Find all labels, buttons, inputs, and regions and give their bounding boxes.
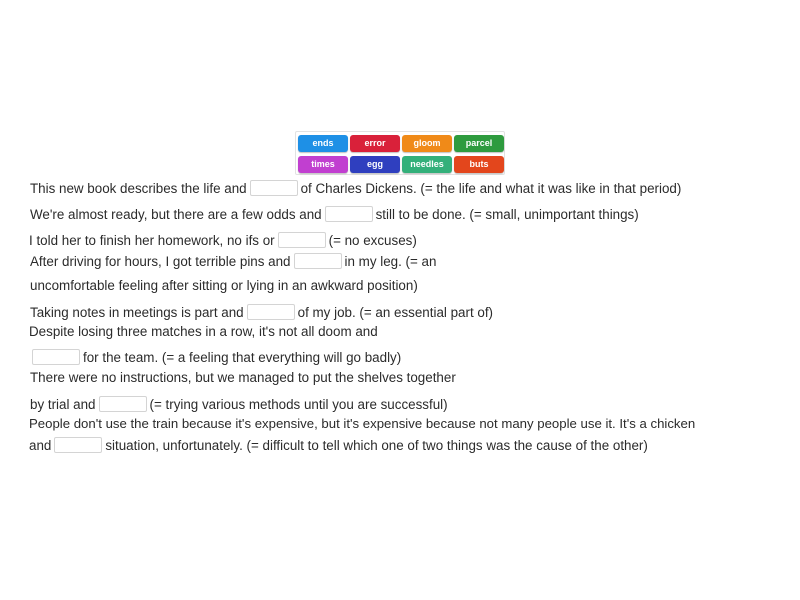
blank-drop-zone-7[interactable] <box>99 396 147 412</box>
sentence-4 <box>30 253 436 270</box>
word-tile-egg[interactable]: egg <box>350 156 400 173</box>
blank-drop-zone-2[interactable] <box>325 206 373 222</box>
sentence-8: People don't use the train because it's expensive, but it's expensive because not many people use it. It's a chicken <box>29 416 696 431</box>
sentence-1 <box>30 180 681 197</box>
sentence-text: of Charles Dickens. (= the life and what it was like in that period) <box>300 181 682 196</box>
sentence-8-continued <box>29 437 648 454</box>
blank-drop-zone-5[interactable] <box>247 304 295 320</box>
sentence-text: for the team. (= a feeling that everything will go badly) <box>83 350 402 365</box>
sentence-5 <box>30 304 493 321</box>
sentence-text: I told her to finish her homework, no ifs or <box>29 233 275 248</box>
sentence-4-continued: uncomfortable feeling after sitting or lying in an awkward position) <box>30 278 418 293</box>
sentence-text: in my leg. (= an <box>344 254 437 269</box>
blank-drop-zone-6[interactable] <box>32 349 80 365</box>
sentence-text: by trial and <box>30 397 96 412</box>
sentence-7-continued <box>30 396 448 413</box>
sentence-text: (= trying various methods until you are successful) <box>149 397 448 412</box>
blank-drop-zone-4[interactable] <box>294 253 342 269</box>
word-tile-buts[interactable]: buts <box>454 156 504 173</box>
sentence-text: of my job. (= an essential part of) <box>297 305 494 320</box>
sentence-text: still to be done. (= small, unimportant things) <box>375 207 639 222</box>
sentence-text: We're almost ready, but there are a few odds and <box>30 207 322 222</box>
word-tile-gloom[interactable]: gloom <box>402 135 452 152</box>
word-bank <box>295 131 505 175</box>
word-tile-error[interactable]: error <box>350 135 400 152</box>
word-tile-times[interactable]: times <box>298 156 348 173</box>
word-tile-parcel[interactable]: parcel <box>454 135 504 152</box>
sentence-6: Despite losing three matches in a row, it's not all doom and <box>29 324 378 339</box>
sentence-3 <box>29 232 417 249</box>
blank-drop-zone-1[interactable] <box>250 180 298 196</box>
sentence-text: (= no excuses) <box>328 233 417 248</box>
sentence-text: After driving for hours, I got terrible pins and <box>30 254 291 269</box>
sentence-7: There were no instructions, but we managed to put the shelves together <box>30 370 456 385</box>
blank-drop-zone-8[interactable] <box>54 437 102 453</box>
sentence-text: situation, unfortunately. (= difficult to tell which one of two things was the cause of the other) <box>105 438 648 453</box>
sentence-text: This new book describes the life and <box>30 181 247 196</box>
sentence-text: and <box>29 438 52 453</box>
sentence-6-continued <box>29 349 401 366</box>
blank-drop-zone-3[interactable] <box>278 232 326 248</box>
sentence-text: Taking notes in meetings is part and <box>30 305 244 320</box>
sentence-2 <box>30 206 639 223</box>
word-tile-needles[interactable]: needles <box>402 156 452 173</box>
word-tile-ends[interactable]: ends <box>298 135 348 152</box>
